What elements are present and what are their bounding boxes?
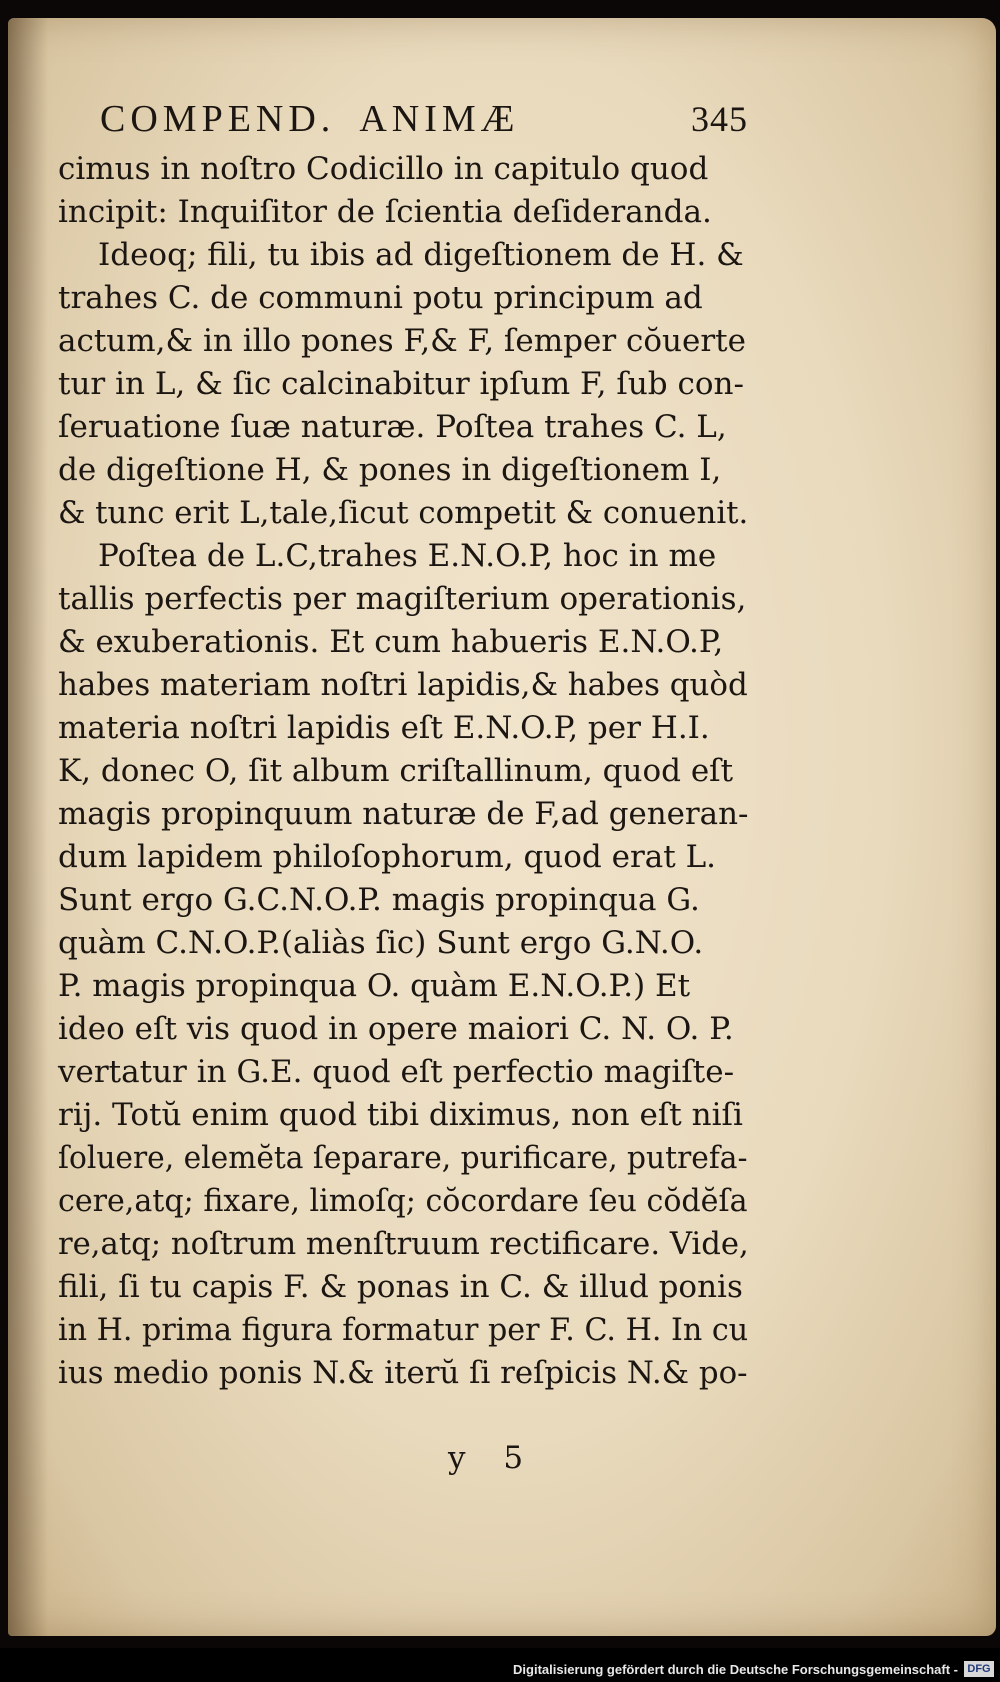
text-line: in H. prima figura formatur per F. C. H. In cu <box>58 1312 749 1348</box>
text-line: tur in L, & ſic calcinabitur ipſum F, ſub con- <box>58 366 744 402</box>
text-line: cere,atq; fixare, limoſq; cŏcordare ſeu cŏdĕſa <box>58 1183 748 1219</box>
text-line: Sunt ergo G.C.N.O.P. magis propinqua G. <box>58 882 700 918</box>
funding-notice: Digitalisierung gefördert durch die Deutsche Forschungsgemeinschaft - <box>513 1662 958 1677</box>
text-line: quàm C.N.O.P.(aliàs ſic) Sunt ergo G.N.O. <box>58 925 704 961</box>
text-line: dum lapidem philoſophorum, quod erat L. <box>58 839 717 875</box>
text-line: P. magis propinqua O. quàm E.N.O.P.) Et <box>58 968 691 1004</box>
text-line: de digeſtione H, & pones in digeſtionem I, <box>58 452 722 488</box>
text-line: habes materiam noſtri lapidis,& habes quòd <box>58 667 748 703</box>
running-head-left: COMPEND. <box>100 98 336 140</box>
text-line: Ideoq; fili, tu ibis ad digeſtionem de H. & <box>98 237 744 273</box>
text-line: rij. Totŭ enim quod tibi diximus, non eſt niſi <box>58 1097 743 1133</box>
text-line: trahes C. de communi potu principum ad <box>58 280 703 316</box>
text-line: materia noſtri lapidis eſt E.N.O.P, per H.I. <box>58 710 710 746</box>
text-line: cimus in noſtro Codicillo in capitulo quod <box>58 151 709 187</box>
text-line: tallis perfectis per magiſterium operationis, <box>58 581 747 617</box>
catchword: y 5 <box>448 1440 538 1476</box>
text-line: actum,& in illo pones F,& F, ſemper cŏuerte <box>58 323 746 359</box>
text-line: incipit: Inquiſitor de ſcientia deſideranda. <box>58 194 712 230</box>
text-line: ſeruatione ſuæ naturæ. Poſtea trahes C. L, <box>58 409 727 445</box>
text-line: fili, ſi tu capis F. & ponas in C. & illud ponis <box>58 1269 743 1305</box>
running-head <box>58 98 748 148</box>
text-line: & exuberationis. Et cum habueris E.N.O.P, <box>58 624 724 660</box>
dfg-logo: DFG <box>964 1661 994 1677</box>
text-line: ideo eſt vis quod in opere maiori C. N. O. P. <box>58 1011 734 1047</box>
text-line: ius medio ponis N.& iterŭ ſi reſpicis N.& po- <box>58 1355 748 1391</box>
text-line: vertatur in G.E. quod eſt perfectio magiſte- <box>58 1054 735 1090</box>
text-line: magis propinquum naturæ de F,ad generan- <box>58 796 749 832</box>
text-line: & tunc erit L,tale,ſicut competit & conuenit. <box>58 495 749 531</box>
text-line: K, donec O, ſit album criſtallinum, quod eſt <box>58 753 734 789</box>
running-head-right: ANIMÆ <box>359 98 520 140</box>
text-line: ſoluere, elemĕta ſeparare, purificare, putrefa- <box>58 1140 748 1176</box>
page-text-block <box>58 98 748 1395</box>
page-gutter-shadow <box>8 18 48 1636</box>
text-line: re,atq; noſtrum menſtruum rectificare. Vide, <box>58 1226 749 1262</box>
page-number: 345 <box>691 99 748 139</box>
text-line: Poſtea de L.C,trahes E.N.O.P, hoc in me <box>98 538 717 574</box>
